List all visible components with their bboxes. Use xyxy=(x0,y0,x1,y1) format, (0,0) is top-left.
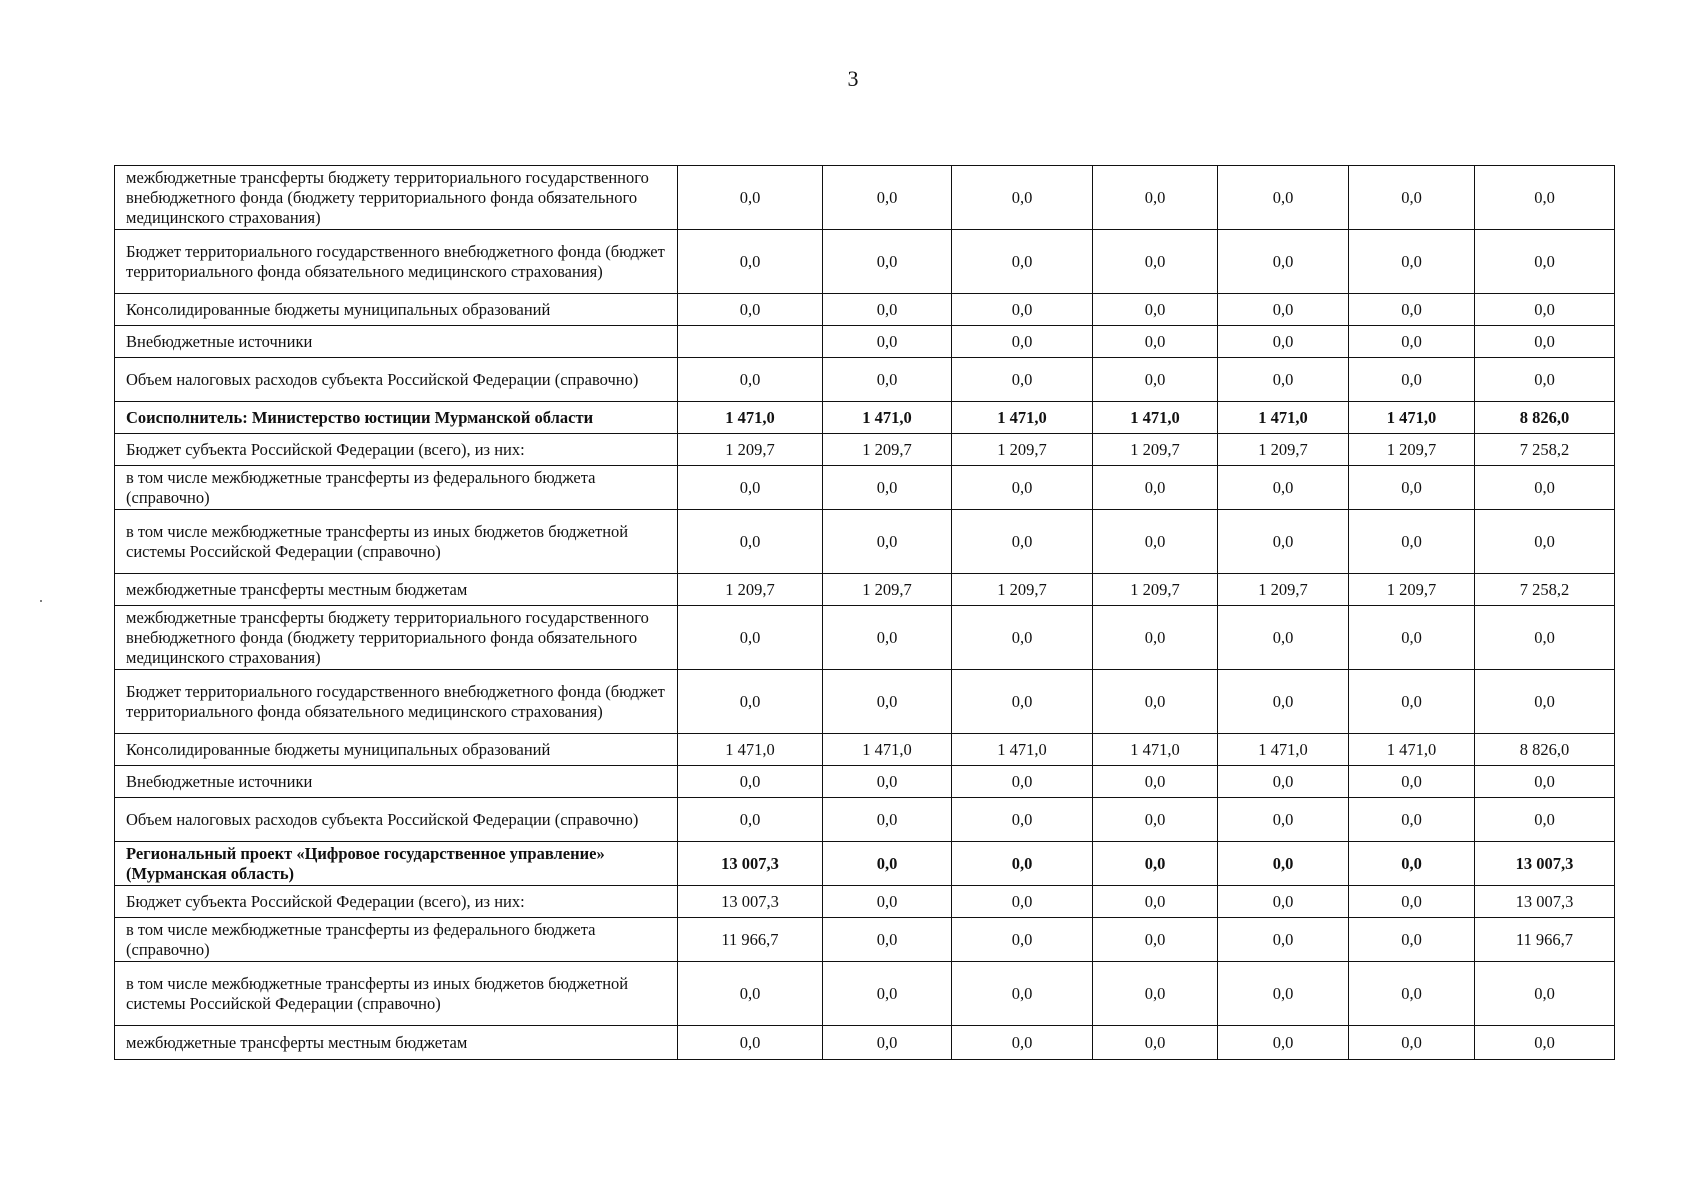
value-cell: 0,0 xyxy=(823,962,952,1026)
row-label: межбюджетные трансферты местным бюджетам xyxy=(115,574,678,606)
value-cell: 0,0 xyxy=(952,326,1093,358)
table-row xyxy=(115,886,1615,918)
value-cell: 0,0 xyxy=(1093,326,1218,358)
value-cell: 0,0 xyxy=(678,466,823,510)
value-cell: 1 209,7 xyxy=(952,434,1093,466)
budget-table xyxy=(114,165,1615,1060)
scan-artifact-dot xyxy=(40,600,42,602)
value-cell: 0,0 xyxy=(1093,466,1218,510)
value-cell: 0,0 xyxy=(678,166,823,230)
value-cell: 0,0 xyxy=(1475,670,1615,734)
row-label: Бюджет территориального государственного внебюджетного фонда (бюджет территориального фонда обязательного медицинского страхования) xyxy=(115,670,678,734)
value-cell: 1 209,7 xyxy=(1349,574,1475,606)
value-cell: 0,0 xyxy=(952,358,1093,402)
row-label: Бюджет субъекта Российской Федерации (всего), из них: xyxy=(115,886,678,918)
value-cell: 0,0 xyxy=(1475,510,1615,574)
table-row xyxy=(115,574,1615,606)
table-row xyxy=(115,326,1615,358)
value-cell: 0,0 xyxy=(1218,326,1349,358)
value-cell: 0,0 xyxy=(952,670,1093,734)
value-cell: 0,0 xyxy=(1349,510,1475,574)
value-cell: 1 471,0 xyxy=(1349,734,1475,766)
value-cell: 1 209,7 xyxy=(1093,434,1218,466)
table-row xyxy=(115,670,1615,734)
value-cell: 0,0 xyxy=(952,766,1093,798)
row-label: в том числе межбюджетные трансферты из иных бюджетов бюджетной системы Российской Федерации (справочно) xyxy=(115,510,678,574)
table-row xyxy=(115,766,1615,798)
value-cell: 0,0 xyxy=(1475,1026,1615,1060)
value-cell: 1 471,0 xyxy=(1218,402,1349,434)
value-cell: 0,0 xyxy=(1093,886,1218,918)
value-cell: 0,0 xyxy=(678,510,823,574)
value-cell: 1 471,0 xyxy=(678,734,823,766)
value-cell: 0,0 xyxy=(1475,230,1615,294)
value-cell: 1 471,0 xyxy=(952,402,1093,434)
value-cell: 0,0 xyxy=(1349,230,1475,294)
value-cell: 0,0 xyxy=(952,798,1093,842)
table-row xyxy=(115,606,1615,670)
value-cell: 0,0 xyxy=(1218,670,1349,734)
value-cell: 1 471,0 xyxy=(1093,734,1218,766)
value-cell: 0,0 xyxy=(1349,466,1475,510)
value-cell: 1 209,7 xyxy=(1218,574,1349,606)
value-cell: 0,0 xyxy=(952,230,1093,294)
row-label: Бюджет территориального государственного внебюджетного фонда (бюджет территориального фонда обязательного медицинского страхования) xyxy=(115,230,678,294)
value-cell: 0,0 xyxy=(1218,798,1349,842)
value-cell: 1 209,7 xyxy=(678,574,823,606)
table-row xyxy=(115,166,1615,230)
table-row xyxy=(115,842,1615,886)
value-cell: 13 007,3 xyxy=(678,886,823,918)
value-cell: 0,0 xyxy=(823,166,952,230)
value-cell: 0,0 xyxy=(823,326,952,358)
value-cell: 0,0 xyxy=(952,294,1093,326)
value-cell: 0,0 xyxy=(1218,962,1349,1026)
value-cell: 1 209,7 xyxy=(823,434,952,466)
value-cell: 0,0 xyxy=(1349,842,1475,886)
value-cell: 0,0 xyxy=(1349,358,1475,402)
row-label: межбюджетные трансферты местным бюджетам xyxy=(115,1026,678,1060)
value-cell: 0,0 xyxy=(1218,1026,1349,1060)
value-cell: 0,0 xyxy=(823,1026,952,1060)
value-cell: 0,0 xyxy=(952,466,1093,510)
value-cell: 0,0 xyxy=(823,294,952,326)
value-cell: 0,0 xyxy=(1093,606,1218,670)
value-cell: 0,0 xyxy=(952,886,1093,918)
table-row xyxy=(115,230,1615,294)
value-cell: 1 471,0 xyxy=(1349,402,1475,434)
value-cell: 1 209,7 xyxy=(1218,434,1349,466)
row-label: Соисполнитель: Министерство юстиции Мурманской области xyxy=(115,402,678,434)
value-cell: 1 471,0 xyxy=(952,734,1093,766)
value-cell: 1 471,0 xyxy=(1218,734,1349,766)
value-cell: 0,0 xyxy=(952,962,1093,1026)
value-cell: 0,0 xyxy=(1475,606,1615,670)
value-cell: 0,0 xyxy=(1218,510,1349,574)
value-cell: 0,0 xyxy=(1349,766,1475,798)
value-cell: 0,0 xyxy=(823,230,952,294)
value-cell: 0,0 xyxy=(1093,842,1218,886)
value-cell: 1 209,7 xyxy=(952,574,1093,606)
value-cell: 0,0 xyxy=(1349,294,1475,326)
table-row xyxy=(115,798,1615,842)
value-cell: 0,0 xyxy=(1218,230,1349,294)
value-cell: 1 471,0 xyxy=(1093,402,1218,434)
value-cell: 0,0 xyxy=(678,962,823,1026)
value-cell: 0,0 xyxy=(823,842,952,886)
value-cell: 1 471,0 xyxy=(823,402,952,434)
row-label: Бюджет субъекта Российской Федерации (всего), из них: xyxy=(115,434,678,466)
row-label: Консолидированные бюджеты муниципальных образований xyxy=(115,294,678,326)
value-cell: 1 209,7 xyxy=(823,574,952,606)
value-cell: 0,0 xyxy=(952,918,1093,962)
value-cell xyxy=(678,326,823,358)
value-cell: 0,0 xyxy=(1349,962,1475,1026)
value-cell: 0,0 xyxy=(823,766,952,798)
value-cell: 7 258,2 xyxy=(1475,434,1615,466)
value-cell: 0,0 xyxy=(1475,962,1615,1026)
value-cell: 0,0 xyxy=(952,166,1093,230)
table-row xyxy=(115,358,1615,402)
value-cell: 0,0 xyxy=(1475,166,1615,230)
value-cell: 11 966,7 xyxy=(1475,918,1615,962)
value-cell: 0,0 xyxy=(678,766,823,798)
value-cell: 0,0 xyxy=(1475,466,1615,510)
value-cell: 0,0 xyxy=(1218,166,1349,230)
value-cell: 0,0 xyxy=(823,918,952,962)
value-cell: 0,0 xyxy=(1093,230,1218,294)
value-cell: 0,0 xyxy=(1349,918,1475,962)
value-cell: 0,0 xyxy=(1093,358,1218,402)
row-label: Внебюджетные источники xyxy=(115,326,678,358)
value-cell: 0,0 xyxy=(1093,766,1218,798)
value-cell: 0,0 xyxy=(1349,670,1475,734)
value-cell: 0,0 xyxy=(1093,962,1218,1026)
value-cell: 0,0 xyxy=(678,294,823,326)
value-cell: 0,0 xyxy=(678,358,823,402)
value-cell: 0,0 xyxy=(1349,166,1475,230)
value-cell: 7 258,2 xyxy=(1475,574,1615,606)
value-cell: 0,0 xyxy=(952,842,1093,886)
table-body xyxy=(115,166,1615,1060)
row-label: в том числе межбюджетные трансферты из федерального бюджета (справочно) xyxy=(115,466,678,510)
value-cell: 0,0 xyxy=(1475,766,1615,798)
value-cell: 0,0 xyxy=(1475,798,1615,842)
value-cell: 0,0 xyxy=(678,1026,823,1060)
value-cell: 0,0 xyxy=(1218,294,1349,326)
value-cell: 0,0 xyxy=(823,886,952,918)
value-cell: 0,0 xyxy=(1349,886,1475,918)
value-cell: 0,0 xyxy=(1218,766,1349,798)
table-row xyxy=(115,962,1615,1026)
value-cell: 11 966,7 xyxy=(678,918,823,962)
row-label: Объем налоговых расходов субъекта Российской Федерации (справочно) xyxy=(115,798,678,842)
value-cell: 0,0 xyxy=(678,230,823,294)
value-cell: 0,0 xyxy=(1093,294,1218,326)
value-cell: 0,0 xyxy=(1218,886,1349,918)
table-row xyxy=(115,510,1615,574)
value-cell: 1 209,7 xyxy=(1349,434,1475,466)
value-cell: 0,0 xyxy=(1218,358,1349,402)
row-label: межбюджетные трансферты бюджету территориального государственного внебюджетного фонда (бюджету территориального фонда обязательного медицинского страхования) xyxy=(115,166,678,230)
value-cell: 0,0 xyxy=(1093,918,1218,962)
value-cell: 0,0 xyxy=(952,1026,1093,1060)
value-cell: 0,0 xyxy=(1349,798,1475,842)
value-cell: 8 826,0 xyxy=(1475,402,1615,434)
value-cell: 1 471,0 xyxy=(678,402,823,434)
value-cell: 1 209,7 xyxy=(678,434,823,466)
table-row xyxy=(115,734,1615,766)
value-cell: 13 007,3 xyxy=(1475,842,1615,886)
table-row xyxy=(115,434,1615,466)
value-cell: 0,0 xyxy=(1349,606,1475,670)
value-cell: 0,0 xyxy=(823,510,952,574)
value-cell: 0,0 xyxy=(823,358,952,402)
row-label: межбюджетные трансферты бюджету территориального государственного внебюджетного фонда (бюджету территориального фонда обязательного медицинского страхования) xyxy=(115,606,678,670)
value-cell: 1 209,7 xyxy=(1093,574,1218,606)
value-cell: 0,0 xyxy=(1218,918,1349,962)
value-cell: 0,0 xyxy=(1475,294,1615,326)
value-cell: 0,0 xyxy=(823,670,952,734)
value-cell: 0,0 xyxy=(823,798,952,842)
value-cell: 0,0 xyxy=(1093,510,1218,574)
value-cell: 0,0 xyxy=(1475,358,1615,402)
value-cell: 13 007,3 xyxy=(678,842,823,886)
value-cell: 1 471,0 xyxy=(823,734,952,766)
value-cell: 0,0 xyxy=(1093,798,1218,842)
row-label: Консолидированные бюджеты муниципальных образований xyxy=(115,734,678,766)
row-label: в том числе межбюджетные трансферты из иных бюджетов бюджетной системы Российской Федерации (справочно) xyxy=(115,962,678,1026)
value-cell: 0,0 xyxy=(823,466,952,510)
value-cell: 0,0 xyxy=(1475,326,1615,358)
table-row xyxy=(115,294,1615,326)
table-row xyxy=(115,1026,1615,1060)
value-cell: 0,0 xyxy=(1093,1026,1218,1060)
value-cell: 0,0 xyxy=(1218,466,1349,510)
value-cell: 8 826,0 xyxy=(1475,734,1615,766)
value-cell: 0,0 xyxy=(1218,606,1349,670)
page-number: 3 xyxy=(847,66,859,91)
value-cell: 0,0 xyxy=(678,670,823,734)
table-row xyxy=(115,918,1615,962)
value-cell: 0,0 xyxy=(1093,166,1218,230)
table-row xyxy=(115,466,1615,510)
row-label: Региональный проект «Цифровое государственное управление» (Мурманская область) xyxy=(115,842,678,886)
value-cell: 0,0 xyxy=(952,510,1093,574)
row-label: в том числе межбюджетные трансферты из федерального бюджета (справочно) xyxy=(115,918,678,962)
row-label: Внебюджетные источники xyxy=(115,766,678,798)
row-label: Объем налоговых расходов субъекта Российской Федерации (справочно) xyxy=(115,358,678,402)
value-cell: 0,0 xyxy=(1349,1026,1475,1060)
value-cell: 0,0 xyxy=(678,606,823,670)
value-cell: 0,0 xyxy=(1218,842,1349,886)
value-cell: 0,0 xyxy=(1349,326,1475,358)
value-cell: 0,0 xyxy=(1093,670,1218,734)
value-cell: 0,0 xyxy=(678,798,823,842)
table-row xyxy=(115,402,1615,434)
value-cell: 0,0 xyxy=(823,606,952,670)
value-cell: 0,0 xyxy=(952,606,1093,670)
value-cell: 13 007,3 xyxy=(1475,886,1615,918)
